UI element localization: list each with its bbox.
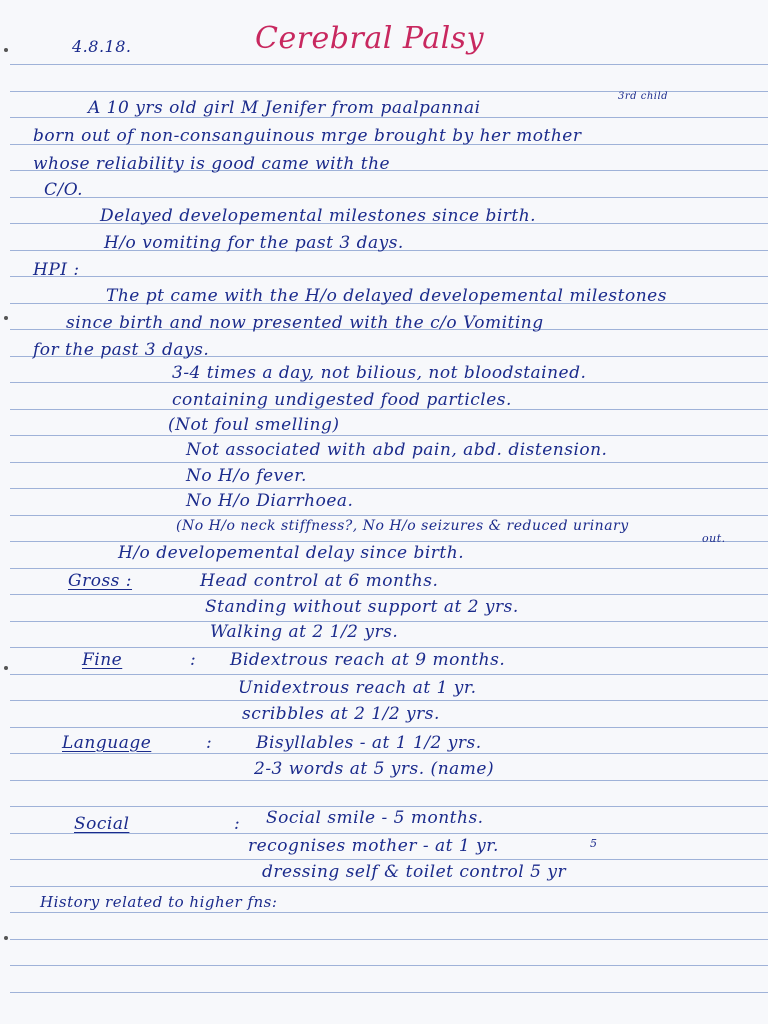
social-label: Social <box>74 814 130 834</box>
ruled-line <box>10 992 768 993</box>
ruled-line <box>10 462 768 463</box>
intro-line-3: whose reliability is good came with the <box>33 154 391 174</box>
language-item-1: Bisyllables - at 1 1/2 yrs. <box>256 733 482 753</box>
language-sep: : <box>206 733 213 753</box>
ruled-line <box>10 753 768 754</box>
ruled-line <box>10 806 768 807</box>
ruled-line <box>10 197 768 198</box>
ruled-line <box>10 912 768 913</box>
ruled-line <box>10 647 768 648</box>
hpi-detail-tail: out. <box>702 532 726 545</box>
hpi-line-2: since birth and now presented with the c/o Vomiting <box>66 313 544 333</box>
hpi-line-3: for the past 3 days. <box>33 340 210 360</box>
ruled-line <box>10 435 768 436</box>
hpi-detail-1: 3-4 times a day, not bilious, not bloodstained. <box>172 363 587 383</box>
social-item-3: dressing self & toilet control 5 yr <box>262 862 567 882</box>
binder-hole <box>4 316 8 320</box>
fine-item-1: Bidextrous reach at 9 months. <box>230 650 506 670</box>
hpi-detail-6: No H/o Diarrhoea. <box>186 491 354 511</box>
ruled-line <box>10 64 768 65</box>
intro-line-1-sup: 3rd child <box>618 91 669 102</box>
gross-label: Gross : <box>68 571 133 591</box>
social-correction-mark: 5 <box>590 837 598 850</box>
ruled-line <box>10 780 768 781</box>
note-date: 4.8.18. <box>72 37 132 56</box>
intro-line-2: born out of non-consanguinous mrge brought by her mother <box>33 126 582 146</box>
note-title: Cerebral Palsy <box>255 21 485 56</box>
gross-item-1: Head control at 6 months. <box>200 571 439 591</box>
fine-item-3: scribbles at 2 1/2 yrs. <box>242 704 440 724</box>
hpi-detail-2: containing undigested food particles. <box>172 390 512 410</box>
hpi-label: HPI : <box>33 260 80 280</box>
ruled-line <box>10 700 768 701</box>
hpi-detail-7: (No H/o neck stiffness?, No H/o seizures & reduced urinary <box>176 518 629 534</box>
ruled-line <box>10 886 768 887</box>
intro-line-1: A 10 yrs old girl M Jenifer from paalpannai <box>88 98 481 118</box>
history-higher-functions: History related to higher fns: <box>40 893 278 911</box>
ruled-line <box>10 488 768 489</box>
ruled-line <box>10 859 768 860</box>
binder-hole <box>4 936 8 940</box>
fine-label: Fine <box>82 650 123 670</box>
language-label: Language <box>62 733 152 753</box>
ruled-line <box>10 674 768 675</box>
fine-sep: : <box>190 650 197 670</box>
ruled-line <box>10 965 768 966</box>
hpi-detail-4: Not associated with abd pain, abd. distension. <box>186 440 608 460</box>
hpi-detail-3: (Not foul smelling) <box>168 415 340 435</box>
fine-item-2: Unidextrous reach at 1 yr. <box>238 678 477 698</box>
binder-hole <box>4 666 8 670</box>
social-item-1: Social smile - 5 months. <box>266 808 484 828</box>
binder-hole <box>4 48 8 52</box>
ruled-line <box>10 594 768 595</box>
ruled-line <box>10 727 768 728</box>
ruled-line <box>10 939 768 940</box>
complaint-1: Delayed developemental milestones since birth. <box>100 206 537 226</box>
ruled-line <box>10 568 768 569</box>
ruled-line <box>10 276 768 277</box>
hpi-line-1: The pt came with the H/o delayed developemental milestones <box>106 286 667 306</box>
development-heading: H/o developemental delay since birth. <box>118 543 465 563</box>
social-sep: : <box>234 814 241 834</box>
language-item-2: 2-3 words at 5 yrs. (name) <box>254 759 495 779</box>
gross-item-3: Walking at 2 1/2 yrs. <box>210 622 399 642</box>
complaint-2: H/o vomiting for the past 3 days. <box>104 233 404 253</box>
gross-item-2: Standing without support at 2 yrs. <box>205 597 519 617</box>
social-item-2: recognises mother - at 1 yr. <box>248 836 499 856</box>
hpi-detail-5: No H/o fever. <box>186 466 307 486</box>
ruled-line <box>10 541 768 542</box>
complaints-label: C/O. <box>44 180 84 200</box>
